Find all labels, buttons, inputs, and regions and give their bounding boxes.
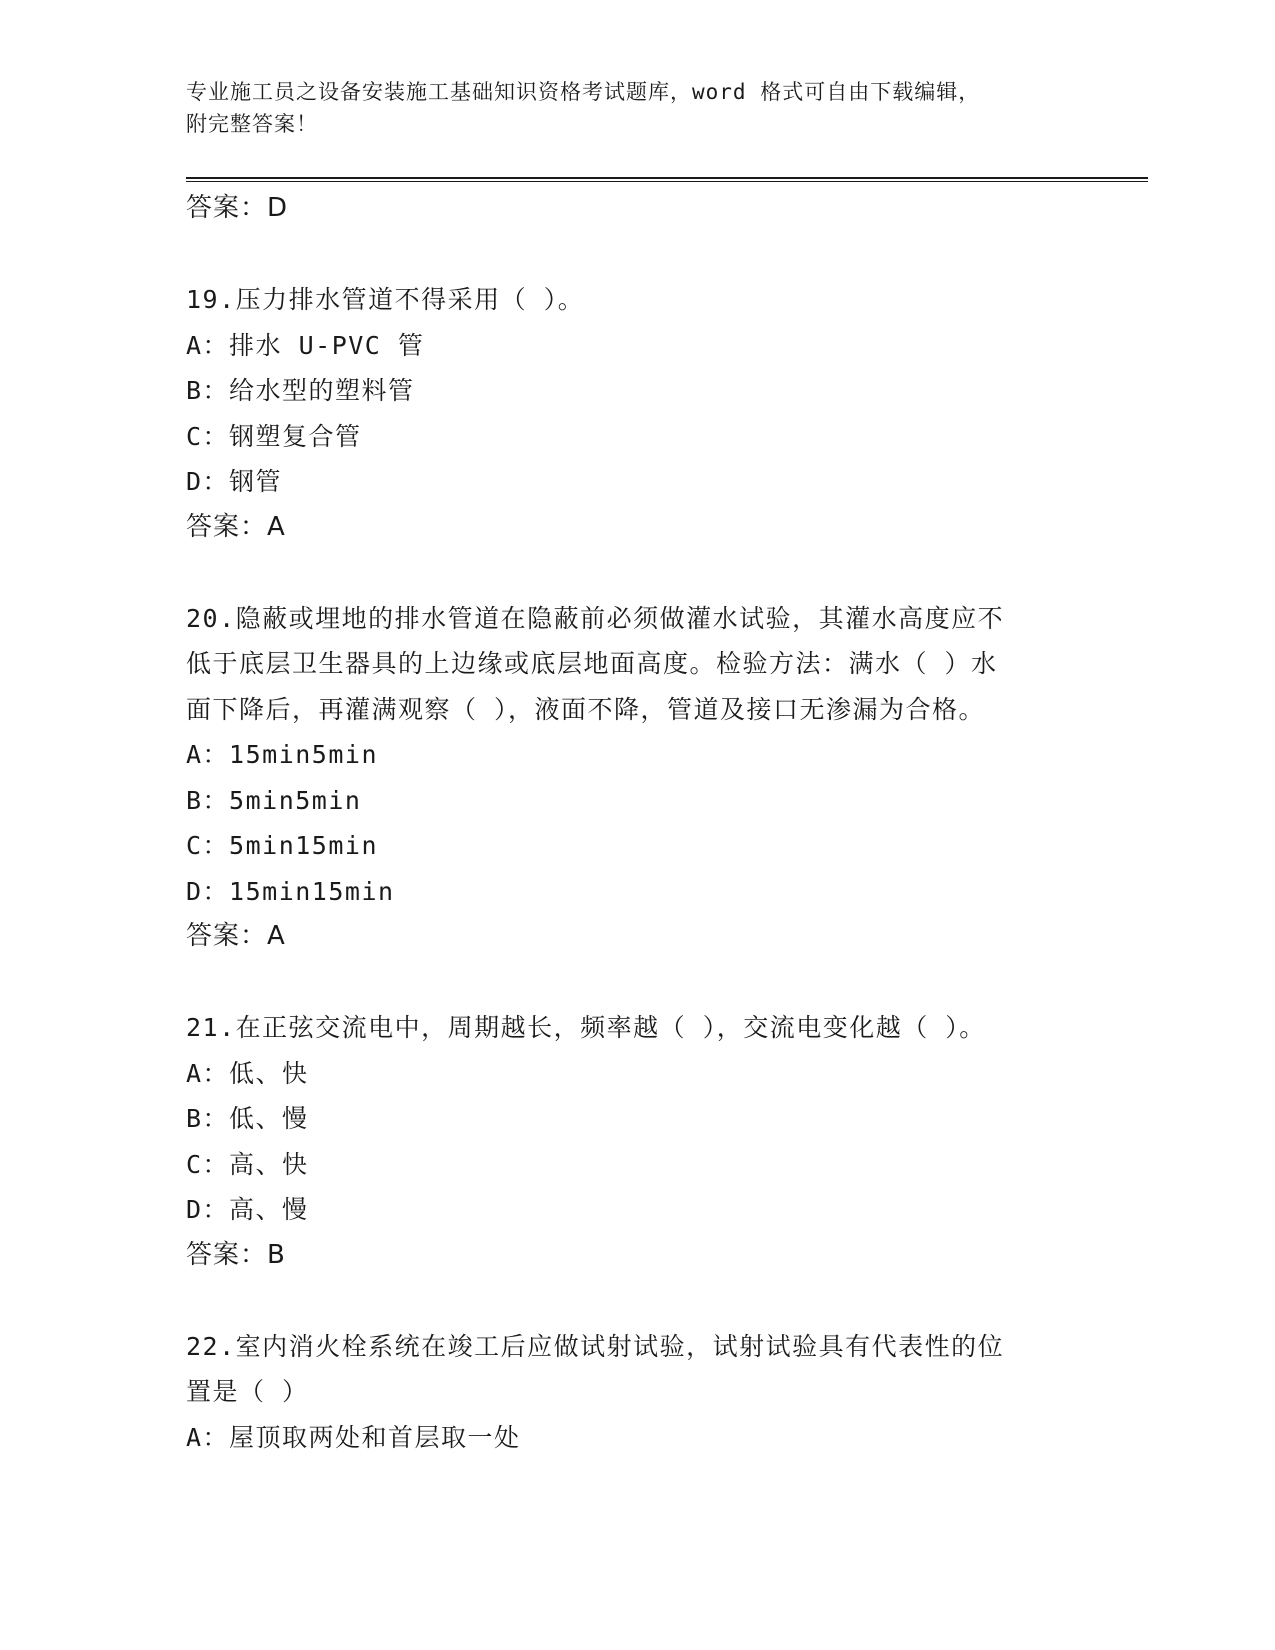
option-b: B：低、慢: [186, 1104, 309, 1133]
answer: 答案：B: [186, 1239, 286, 1270]
previous-answer: 答案：D: [186, 193, 289, 223]
question-stem: 21.在正弦交流电中，周期越长，频率越（ ），交流电变化越（ ）。: [186, 1013, 986, 1042]
option-b: B：给水型的塑料管: [186, 376, 415, 405]
option-a: A：屋顶取两处和首层取一处: [186, 1422, 521, 1452]
page-header-text: 专业施工员之设备安装施工基础知识资格考试题库，word 格式可自由下载编辑， 附完整答案！: [186, 80, 981, 136]
option-b: B：5min5min: [186, 785, 362, 815]
question-22: [186, 1324, 1066, 1461]
option-d: D：高、慢: [186, 1195, 309, 1224]
question-stem: 置是（ ）: [186, 1377, 309, 1406]
option-a: A：低、快: [186, 1058, 309, 1088]
question-20: [186, 596, 1066, 960]
spacer: [186, 232, 1066, 278]
question-stem: 面下降后，再灌满观察（ ），液面不降，管道及接口无渗漏为合格。: [186, 694, 986, 724]
question-stem: 20.隐蔽或埋地的排水管道在隐蔽前必须做灌水试验，其灌水高度应不: [186, 603, 1005, 633]
spacer: [186, 1278, 1066, 1324]
option-a: A：排水 U-PVC 管: [186, 330, 425, 360]
question-stem: 低于底层卫生器具的上边缘或底层地面高度。检验方法：满水（ ）水: [186, 649, 998, 678]
question-21: [186, 1005, 1066, 1278]
header-divider: [186, 177, 1148, 182]
question-stem: 19.压力排水管道不得采用（ ）。: [186, 285, 585, 314]
answer: 答案：A: [186, 921, 286, 951]
question-stem: 22.室内消火栓系统在竣工后应做试射试验，试射试验具有代表性的位: [186, 1331, 1005, 1361]
question-19: [186, 277, 1066, 550]
answer: 答案：A: [186, 511, 286, 542]
question-list: [186, 186, 1066, 1460]
option-a: A：15min5min: [186, 740, 379, 769]
spacer: [186, 550, 1066, 596]
option-d: D：钢管: [186, 467, 283, 496]
spacer: [186, 960, 1066, 1006]
option-c: C：钢塑复合管: [186, 421, 362, 451]
option-c: C：高、快: [186, 1149, 309, 1179]
option-d: D：15min15min: [186, 876, 395, 906]
option-c: C：5min15min: [186, 831, 379, 860]
